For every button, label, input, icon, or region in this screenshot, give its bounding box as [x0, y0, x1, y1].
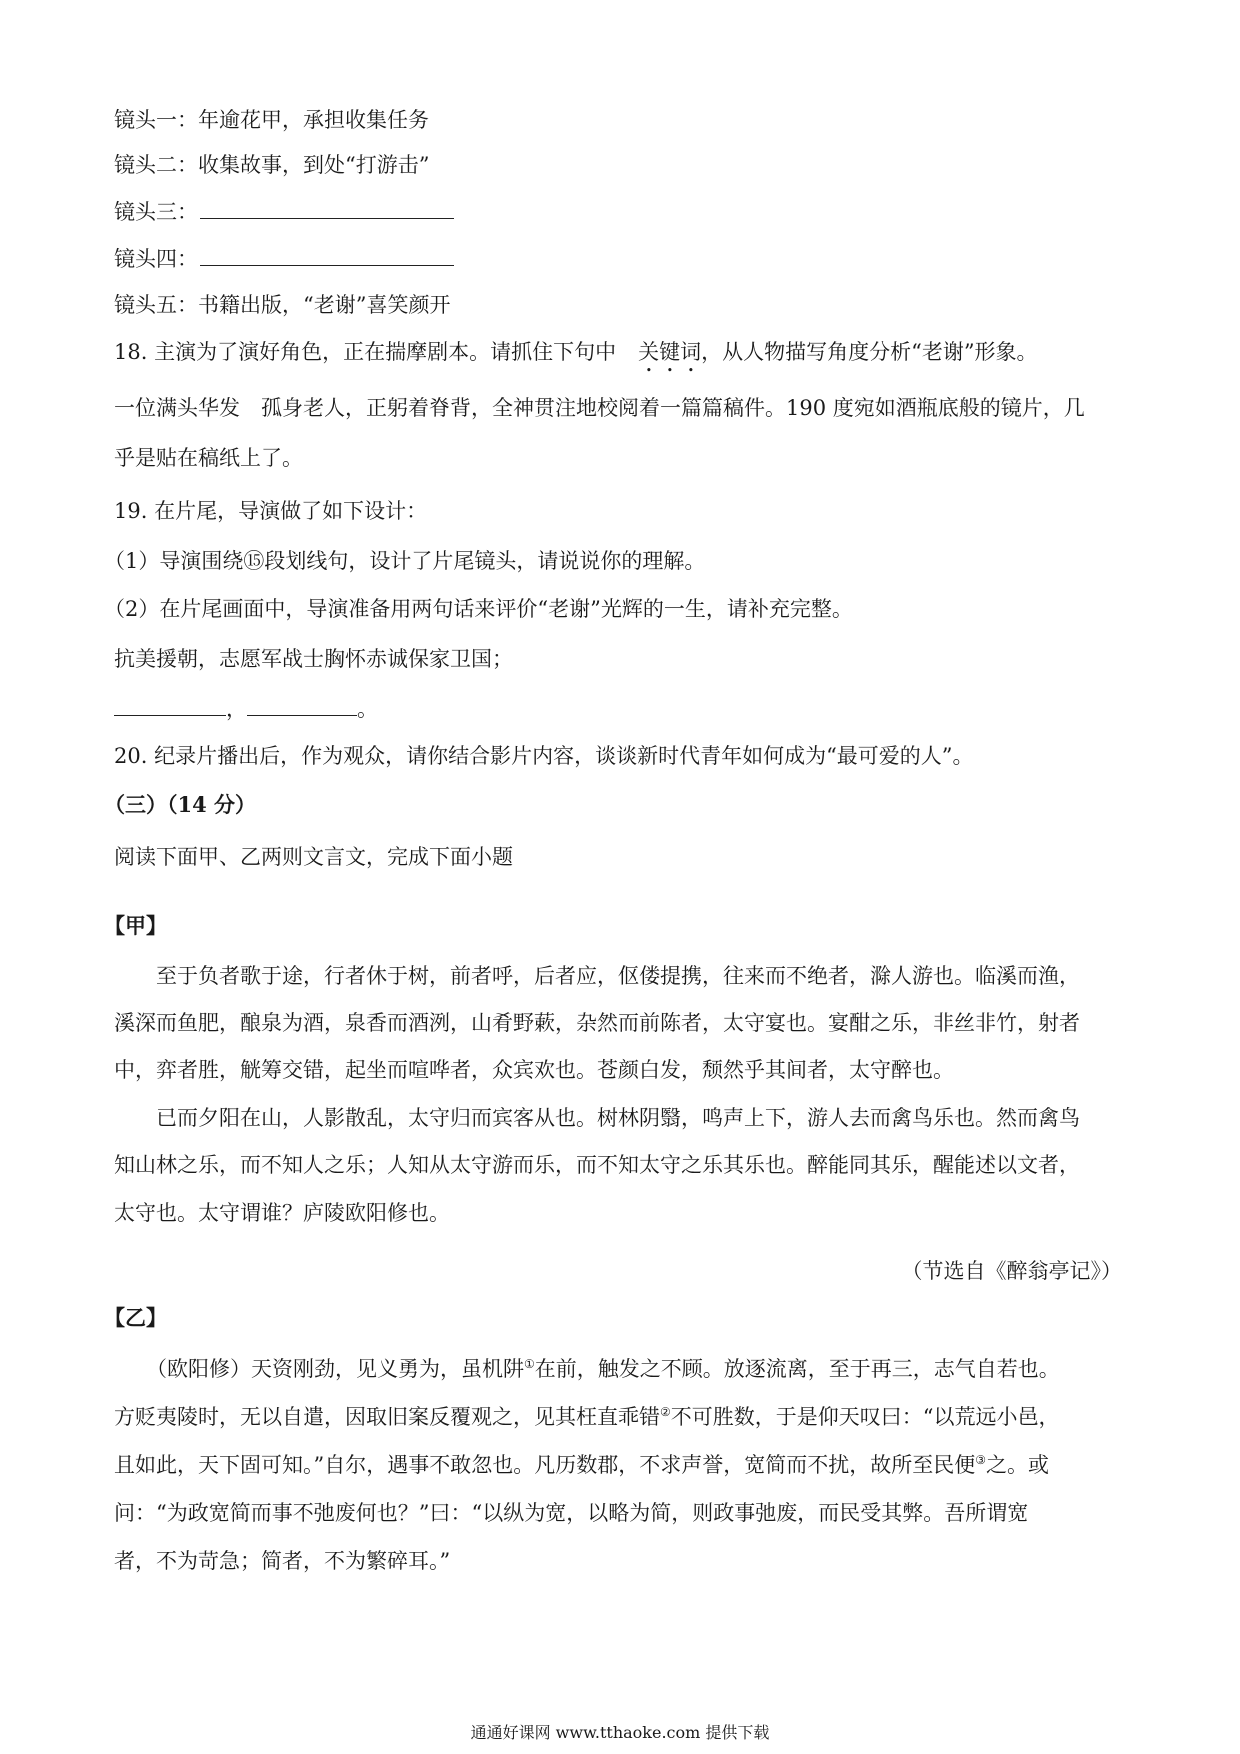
text-yi-line-5: 者，不为苛急；简者，不为繁碎耳。” — [114, 1549, 451, 1573]
page-footer: 通通好课网 www.tthaoke.com 提供下载 — [470, 1723, 770, 1742]
text-yi-line-1 — [146, 1354, 1156, 1384]
footnote-marker-2: ② — [660, 1405, 671, 1419]
text-yi-line-3 — [114, 1450, 1124, 1480]
shot-4 — [114, 243, 454, 274]
shot-3 — [114, 196, 454, 227]
footnote-marker-3: ③ — [975, 1453, 986, 1467]
question-20: 20. 纪录片播出后，作为观众，请你结合影片内容，谈谈新时代青年如何成为“最可爱的人”。 — [114, 744, 974, 768]
q18-quote-line-2: 乎是贴在稿纸上了。 — [114, 446, 303, 470]
shot-5: 镜头五：书籍出版，“老谢”喜笑颜开 — [114, 293, 451, 317]
shot-4-answer-blank[interactable] — [200, 243, 454, 266]
text-jia-line: 中，弈者胜，觥筹交错，起坐而喧哗者，众宾欢也。苍颜白发，颓然乎其间者，太守醉也。 — [114, 1058, 954, 1082]
shot-1: 镜头一：年逾花甲，承担收集任务 — [114, 108, 429, 132]
question-18 — [114, 337, 1038, 377]
q19-answer-blank-2[interactable] — [247, 693, 357, 716]
text-jia-line: 溪深而鱼肥，酿泉为酒，泉香而酒洌，山肴野蔌，杂然而前陈者，太守宴也。宴酣之乐，非丝非竹，射者 — [114, 1011, 1080, 1035]
text-yi-label: 【乙】 — [104, 1305, 167, 1330]
question-19-given-line: 抗美援朝，志愿军战士胸怀赤诚保家卫国； — [114, 647, 513, 671]
text-jia-line: 至于负者歌于途，行者休于树，前者呼，后者应，伛偻提携，往来而不绝者，滁人游也。临溪而渔， — [156, 964, 1080, 988]
text-jia-line: 已而夕阳在山，人影散乱，太守归而宾客从也。树林阴翳，鸣声上下，游人去而禽鸟乐也。然而禽鸟 — [156, 1106, 1080, 1130]
text-yi-line-4: 问：“为政宽简而事不弛废何也？”曰：“以纵为宽，以略为简，则政事弛废，而民受其弊。吾所谓宽 — [114, 1501, 1029, 1525]
question-19-answer-line — [114, 693, 378, 724]
q18-keyword: 关键词 — [638, 340, 702, 364]
text-yi-line-2 — [114, 1402, 1124, 1432]
text-jia-line: 太守也。太守谓谁？庐陵欧阳修也。 — [114, 1201, 450, 1225]
q18-prefix: 18. 主演为了演好角色，正在揣摩剧本。请抓住下句中 — [114, 340, 617, 364]
text-yi-segment: 之。或 — [986, 1453, 1049, 1477]
text-yi-segment: 在前，触发之不顾。放逐流离，至于再三，志气自若也。 — [534, 1357, 1060, 1381]
q19-period: 。 — [357, 697, 378, 721]
q18-suffix: ，从人物描写角度分析“老谢”形象。 — [701, 340, 1038, 364]
footnote-marker-1: ① — [524, 1357, 535, 1371]
section-3-heading: （三）（14 分） — [104, 792, 257, 817]
text-jia-line: 知山林之乐，而不知人之乐；人知从太守游而乐，而不知太守之乐其乐也。醉能同其乐，醒能述以文者， — [114, 1153, 1080, 1177]
shot-3-answer-blank[interactable] — [200, 196, 454, 219]
q18-quote-line-1: 一位满头华发 孤身老人，正躬着脊背，全神贯注地校阅着一篇篇稿件。190 度宛如酒瓶底般的镜片，几 — [114, 396, 1085, 420]
text-yi-segment: 不可胜数，于是仰天叹曰：“以荒远小邑， — [670, 1405, 1060, 1429]
question-19-part-2: （2）在片尾画面中，导演准备用两句话来评价“老谢”光辉的一生，请补充完整。 — [104, 597, 853, 621]
shot-3-label: 镜头三： — [114, 200, 198, 224]
question-19-part-1: （1）导演围绕⑮段划线句，设计了片尾镜头，请说说你的理解。 — [104, 549, 706, 573]
question-19-title: 19. 在片尾，导演做了如下设计： — [114, 499, 428, 523]
section-3-instruction: 阅读下面甲、乙两则文言文，完成下面小题 — [114, 845, 513, 869]
shot-4-label: 镜头四： — [114, 247, 198, 271]
q19-answer-blank-1[interactable] — [114, 693, 226, 716]
text-yi-segment: 且如此，天下固可知。”自尔，遇事不敢忽也。凡历数郡，不求声誉，宽简而不扰，故所至民便 — [114, 1453, 976, 1477]
q19-comma: ， — [226, 697, 247, 721]
shot-2: 镜头二：收集故事，到处“打游击” — [114, 153, 430, 177]
text-jia-source: （节选自《醉翁亭记》） — [901, 1259, 1122, 1283]
text-jia-label: 【甲】 — [104, 913, 167, 938]
text-yi-segment: 方贬夷陵时，无以自遣，因取旧案反覆观之，见其枉直乖错 — [114, 1405, 660, 1429]
text-yi-segment: （欧阳修）天资刚劲，见义勇为，虽机阱 — [146, 1357, 524, 1381]
